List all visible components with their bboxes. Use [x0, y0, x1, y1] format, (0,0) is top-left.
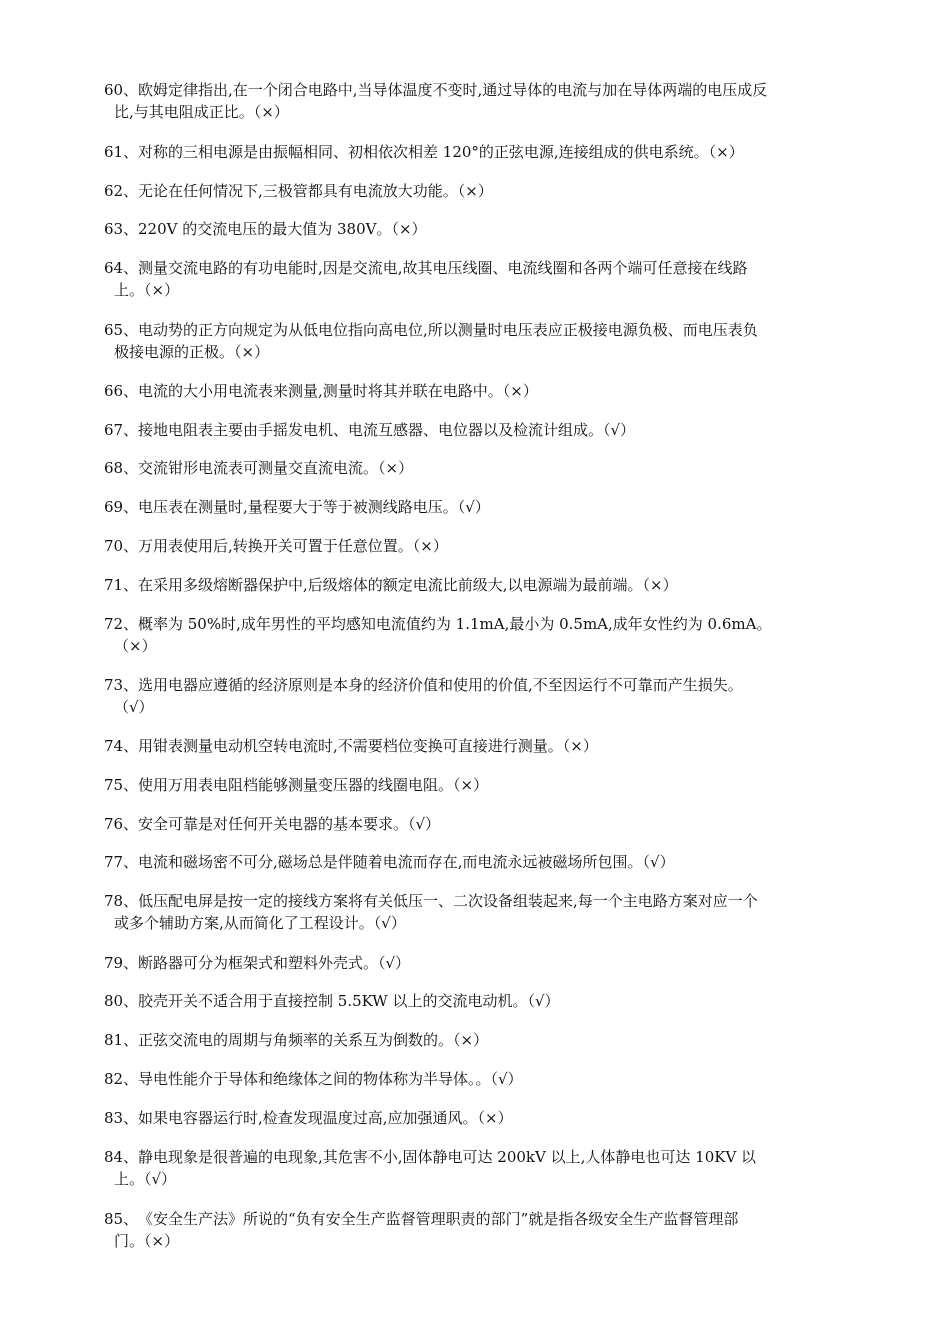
question-text-continued: （×） [114, 637, 157, 655]
question-number: 60、 [104, 81, 139, 99]
question-number: 77、 [104, 853, 139, 871]
question-item [104, 851, 874, 873]
question-text: 使用万用表电阻档能够测量变压器的线圈电阻。（×） [138, 776, 489, 794]
question-text-continued: 上。（×） [114, 281, 180, 299]
question-text: 接地电阻表主要由手摇发电机、电流互感器、电位器以及检流计组成。（√） [138, 421, 636, 439]
question-text: 欧姆定律指出,在一个闭合电路中,当导体温度不变时,通过导体的电流与加在导体两端的电压成反 [138, 81, 768, 99]
question-text: 胶壳开关不适合用于直接控制 5.5KW 以上的交流电动机。（√） [138, 992, 560, 1010]
question-number: 83、 [104, 1109, 139, 1127]
question-number: 69、 [104, 498, 139, 516]
question-number: 62、 [104, 182, 139, 200]
question-number: 73、 [104, 676, 139, 694]
question-text: 交流钳形电流表可测量交直流电流。（×） [138, 459, 414, 477]
question-item [104, 380, 874, 402]
question-item [104, 890, 874, 934]
question-number: 67、 [104, 421, 139, 439]
question-number: 82、 [104, 1070, 139, 1088]
question-text: 导电性能介于导体和绝缘体之间的物体称为半导体。。（√） [138, 1070, 523, 1088]
question-text: 《安全生产法》所说的“负有安全生产监督管理职责的部门”就是指各级安全生产监督管理部 [138, 1210, 739, 1228]
question-number: 79、 [104, 954, 139, 972]
question-text: 对称的三相电源是由振幅相同、初相依次相差 120°的正弦电源,连接组成的供电系统。（×） [138, 143, 744, 161]
question-number: 84、 [104, 1148, 139, 1166]
question-number: 65、 [104, 321, 139, 339]
question-item [104, 990, 874, 1012]
question-item [104, 613, 874, 657]
question-text: 电流和磁场密不可分,磁场总是伴随着电流而存在,而电流永远被磁场所包围。（√） [138, 853, 675, 871]
question-item [104, 774, 874, 796]
question-number: 76、 [104, 815, 139, 833]
question-text-continued: （√） [114, 698, 154, 716]
question-item [104, 319, 874, 363]
question-number: 81、 [104, 1031, 139, 1049]
question-text: 电动势的正方向规定为从低电位指向高电位,所以测量时电压表应正极接电源负极、而电压表负 [138, 321, 758, 339]
question-item [104, 218, 874, 240]
question-number: 63、 [104, 220, 139, 238]
question-number: 70、 [104, 537, 139, 555]
question-number: 68、 [104, 459, 139, 477]
question-text: 低压配电屏是按一定的接线方案将有关低压一、二次设备组装起来,每一个主电路方案对应一个 [138, 892, 758, 910]
question-text: 电流的大小用电流表来测量,测量时将其并联在电路中。（×） [138, 382, 538, 400]
question-text: 断路器可分为框架式和塑料外壳式。（√） [138, 954, 411, 972]
question-number: 75、 [104, 776, 139, 794]
question-item [104, 257, 874, 301]
question-text: 220V 的交流电压的最大值为 380V。（×） [138, 220, 427, 238]
question-number: 61、 [104, 143, 139, 161]
question-item [104, 1208, 874, 1252]
question-item [104, 1107, 874, 1129]
question-item [104, 813, 874, 835]
question-number: 80、 [104, 992, 139, 1010]
question-text: 电压表在测量时,量程要大于等于被测线路电压。（√） [138, 498, 490, 516]
question-number: 72、 [104, 615, 139, 633]
question-number: 66、 [104, 382, 139, 400]
question-text: 正弦交流电的周期与角频率的关系互为倒数的。（×） [138, 1031, 489, 1049]
question-text-continued: 门。（×） [114, 1232, 180, 1250]
question-text: 无论在任何情况下,三极管都具有电流放大功能。（×） [138, 182, 493, 200]
question-text: 概率为 50%时,成年男性的平均感知电流值约为 1.1mA,最小为 0.5mA,成年女性约为 0.6mA。 [138, 615, 772, 633]
question-text-continued: 极接电源的正极。（×） [114, 343, 270, 361]
question-item [104, 79, 874, 123]
question-text: 在采用多级熔断器保护中,后级熔体的额定电流比前级大,以电源端为最前端。（×） [138, 576, 678, 594]
question-item [104, 674, 874, 718]
question-item [104, 496, 874, 518]
question-text-continued: 或多个辅助方案,从而简化了工程设计。（√） [114, 914, 406, 932]
question-number: 64、 [104, 259, 139, 277]
question-text: 用钳表测量电动机空转电流时,不需要档位变换可直接进行测量。（×） [138, 737, 598, 755]
question-number: 85、 [104, 1210, 139, 1228]
question-text: 万用表使用后,转换开关可置于任意位置。（×） [138, 537, 448, 555]
question-text: 选用电器应遵循的经济原则是本身的经济价值和使用的价值,不至因运行不可靠而产生损失。 [138, 676, 743, 694]
question-item [104, 1029, 874, 1051]
question-item [104, 1068, 874, 1090]
question-number: 74、 [104, 737, 139, 755]
question-item [104, 735, 874, 757]
question-text-continued: 比,与其电阻成正比。（×） [114, 103, 289, 121]
question-item [104, 1146, 874, 1190]
question-item [104, 535, 874, 557]
question-item [104, 952, 874, 974]
question-item [104, 141, 874, 163]
question-text: 安全可靠是对任何开关电器的基本要求。（√） [138, 815, 441, 833]
question-item [104, 419, 874, 441]
question-text-continued: 上。（√） [114, 1170, 177, 1188]
question-text: 如果电容器运行时,检查发现温度过高,应加强通风。（×） [138, 1109, 513, 1127]
question-item [104, 457, 874, 479]
question-number: 71、 [104, 576, 139, 594]
question-item [104, 180, 874, 202]
question-item [104, 574, 874, 596]
question-number: 78、 [104, 892, 139, 910]
question-text: 静电现象是很普遍的电现象,其危害不小,固体静电可达 200kV 以上,人体静电也可达 10KV 以 [138, 1148, 757, 1166]
question-text: 测量交流电路的有功电能时,因是交流电,故其电压线圈、电流线圈和各两个端可任意接在线路 [138, 259, 748, 277]
